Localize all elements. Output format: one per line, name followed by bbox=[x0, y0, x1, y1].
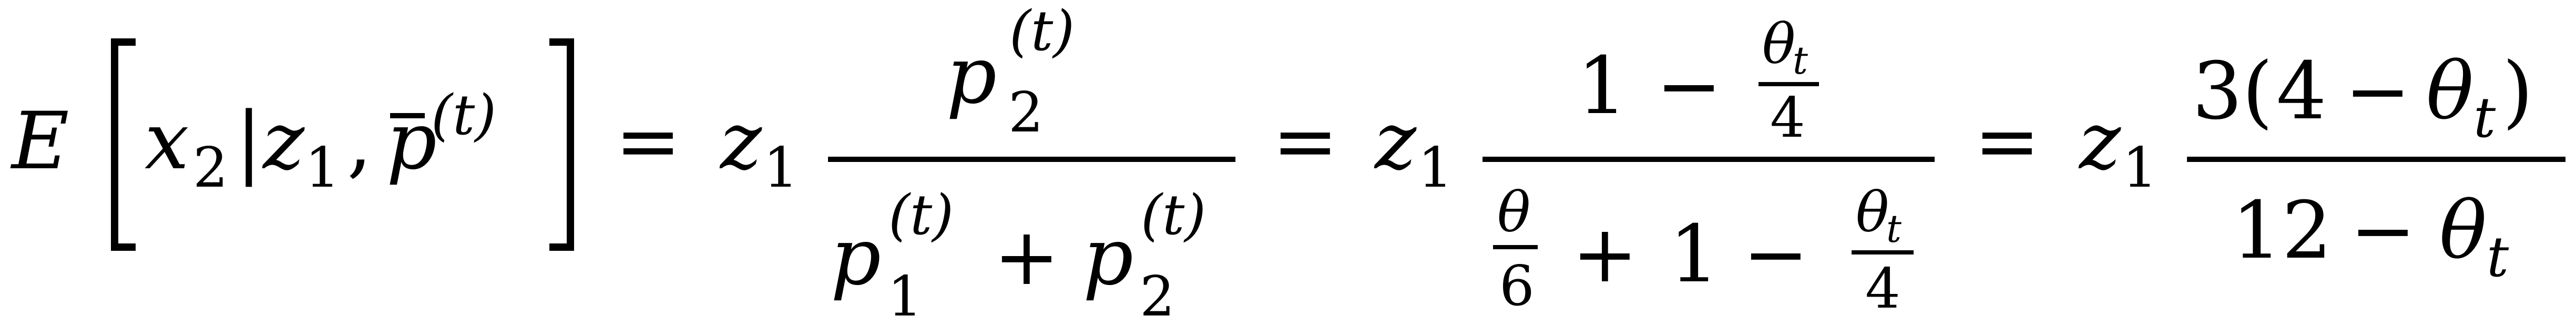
lhs-z-subscript: 1 bbox=[305, 136, 340, 200]
equals-sign-2: = bbox=[1272, 96, 1338, 187]
conditional-bar: | bbox=[236, 96, 262, 187]
term2-num-minus: − bbox=[1656, 40, 1722, 132]
lhs-x: x bbox=[145, 96, 189, 187]
term3-den-twelve: 12 bbox=[2232, 185, 2332, 277]
lhs-x-subscript: 2 bbox=[193, 136, 228, 200]
lhs-comma: , bbox=[347, 96, 372, 187]
lhs-p-bar: p bbox=[386, 96, 437, 187]
term3-num-lparen: ( bbox=[2242, 46, 2273, 137]
expectation-operator: E bbox=[12, 96, 69, 187]
term2-den-plus: + bbox=[1572, 209, 1638, 300]
term1-num-p: p bbox=[946, 30, 997, 121]
z1-sub-3: 1 bbox=[2122, 136, 2158, 200]
left-bracket bbox=[115, 42, 136, 247]
z1-sub-2: 1 bbox=[1418, 136, 1453, 200]
z1-var-2: z bbox=[1375, 96, 1417, 187]
z1-sub-1: 1 bbox=[763, 136, 799, 200]
z1-var-1: z bbox=[720, 96, 762, 187]
term2-den-frac2-theta: θ bbox=[1856, 180, 1889, 244]
term2-num-frac-theta-sub: t bbox=[1793, 38, 1808, 83]
lhs-z: z bbox=[263, 96, 305, 187]
term1-den-p1-sub: 1 bbox=[887, 264, 923, 326]
term3-den-minus: − bbox=[2350, 185, 2416, 277]
term3-den-theta-sub: t bbox=[2487, 225, 2509, 289]
term1-den-p2-sup: (t) bbox=[1141, 183, 1207, 247]
z1-var-3: z bbox=[2079, 96, 2121, 187]
term2-den-minus: − bbox=[1743, 209, 1809, 300]
term2-den-frac1-den: 6 bbox=[1499, 254, 1535, 318]
equals-sign-1: = bbox=[615, 96, 681, 187]
right-bracket bbox=[549, 42, 570, 247]
term1-den-plus: + bbox=[994, 211, 1060, 303]
term3-num-theta: θ bbox=[2426, 46, 2474, 137]
term1-den-p2-sub: 2 bbox=[1140, 264, 1175, 326]
term3-den-theta: θ bbox=[2439, 185, 2487, 277]
term2-num-one: 1 bbox=[1577, 40, 1628, 132]
term1-den-p1-sup: (t) bbox=[888, 183, 954, 247]
term1-num-p-sup: (t) bbox=[1009, 0, 1075, 63]
term1-den-p1: p bbox=[831, 211, 882, 303]
term1-num-p-sub: 2 bbox=[1008, 80, 1044, 145]
term2-num-frac-theta: θ bbox=[1762, 12, 1796, 76]
lhs-p-bar-superscript: (t) bbox=[431, 83, 497, 147]
term3-num-minus: − bbox=[2345, 46, 2411, 137]
term3-num-three: 3 bbox=[2192, 46, 2243, 137]
term2-den-frac2-den: 4 bbox=[1865, 257, 1900, 321]
term2-num-frac-den: 4 bbox=[1770, 86, 1805, 150]
equals-sign-3: = bbox=[1974, 96, 2040, 187]
term3-num-rparen: ) bbox=[2502, 46, 2533, 137]
term2-den-frac2-theta-sub: t bbox=[1886, 207, 1902, 251]
term3-num-four: 4 bbox=[2276, 46, 2327, 137]
term1-den-p2: p bbox=[1083, 211, 1134, 303]
term2-den-frac1-theta: θ bbox=[1497, 180, 1531, 244]
term3-num-theta-sub: t bbox=[2473, 86, 2496, 150]
term2-den-one: 1 bbox=[1669, 209, 1720, 300]
